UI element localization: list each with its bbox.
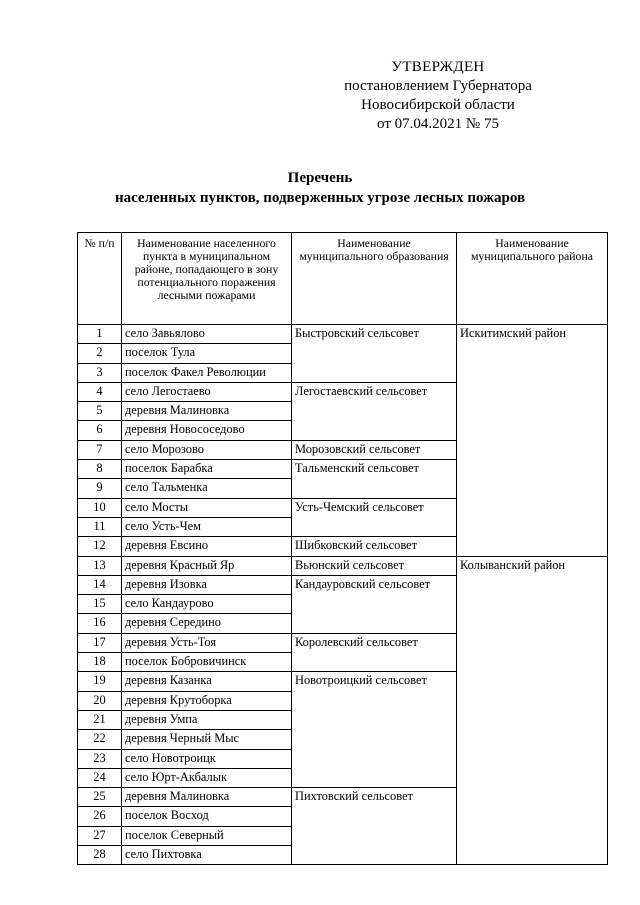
settlements-table [77,232,608,865]
row-num: 26 [78,807,122,826]
row-num: 23 [78,749,122,768]
row-num: 3 [78,363,122,382]
row-num: 8 [78,460,122,479]
row-num: 15 [78,595,122,614]
settlement-name: поселок Восход [122,807,292,826]
settlement-name: деревня Крутоборка [122,691,292,710]
settlement-name: село Кандаурово [122,595,292,614]
municipality-name: Тальменский сельсовет [292,460,457,499]
settlement-name: село Легостаево [122,382,292,401]
settlement-name: деревня Новососедово [122,421,292,440]
municipality-name: Усть-Чемский сельсовет [292,498,457,537]
table-row [78,556,608,575]
municipality-name: Легостаевский сельсовет [292,382,457,440]
row-num: 18 [78,653,122,672]
approval-stamp [328,58,548,134]
settlement-name: деревня Черный Мыс [122,730,292,749]
row-num: 12 [78,537,122,556]
row-num: 20 [78,691,122,710]
header-settlement: Наименование населенного пункта в муниципальном районе, попадающего в зону потенциального поражения лесными пожарами [122,233,292,325]
settlement-name: деревня Середино [122,614,292,633]
settlement-name: деревня Усть-Тоя [122,633,292,652]
row-num: 16 [78,614,122,633]
settlement-name: поселок Факел Революции [122,363,292,382]
municipality-name: Новотроицкий сельсовет [292,672,457,788]
row-num: 21 [78,710,122,729]
document-title [60,168,580,208]
settlement-name: поселок Северный [122,826,292,845]
row-num: 22 [78,730,122,749]
district-name: Искитимский район [457,325,608,557]
row-num: 24 [78,768,122,787]
settlement-name: село Завьялово [122,325,292,344]
settlement-name: село Морозово [122,440,292,459]
row-num: 10 [78,498,122,517]
approval-line-3: от 07.04.2021 № 75 [377,116,499,132]
settlement-name: деревня Евсино [122,537,292,556]
settlement-name: село Мосты [122,498,292,517]
row-num: 13 [78,556,122,575]
district-name: Колыванский район [457,556,608,865]
settlement-name: деревня Красный Яр [122,556,292,575]
row-num: 2 [78,344,122,363]
table-header-row [78,233,608,325]
row-num: 5 [78,402,122,421]
settlement-name: село Усть-Чем [122,517,292,536]
settlement-name: поселок Бобровичинск [122,653,292,672]
row-num: 27 [78,826,122,845]
table-row [78,325,608,344]
settlement-name: село Пихтовка [122,846,292,865]
row-num: 14 [78,575,122,594]
municipality-name: Морозовский сельсовет [292,440,457,459]
header-num: № п/п [78,233,122,325]
approval-line-1: постановлением Губернатора [344,78,532,94]
municipality-name: Шибковский сельсовет [292,537,457,556]
row-num: 7 [78,440,122,459]
settlement-name: деревня Умпа [122,710,292,729]
row-num: 19 [78,672,122,691]
row-num: 17 [78,633,122,652]
settlement-name: село Тальменка [122,479,292,498]
document-title-line-1: Перечень [287,170,353,186]
header-district: Наименование муниципального района [457,233,608,325]
municipality-name: Быстровский сельсовет [292,325,457,383]
row-num: 25 [78,788,122,807]
settlement-name: деревня Малиновка [122,788,292,807]
settlement-name: село Юрт-Акбалык [122,768,292,787]
document-title-line-2: населенных пунктов, подверженных угрозе лесных пожаров [114,190,526,206]
settlement-name: деревня Малиновка [122,402,292,421]
approval-title: УТВЕРЖДЕН [391,59,485,75]
approval-line-2: Новосибирской области [361,97,515,113]
municipality-name: Пихтовский сельсовет [292,788,457,865]
row-num: 4 [78,382,122,401]
row-num: 9 [78,479,122,498]
header-municipality: Наименование муниципального образования [292,233,457,325]
settlement-name: деревня Изовка [122,575,292,594]
row-num: 1 [78,325,122,344]
settlement-name: село Новотроицк [122,749,292,768]
municipality-name: Королевский сельсовет [292,633,457,672]
municipality-name: Кандауровский сельсовет [292,575,457,633]
settlement-name: деревня Казанка [122,672,292,691]
row-num: 28 [78,846,122,865]
settlement-name: поселок Тула [122,344,292,363]
row-num: 6 [78,421,122,440]
row-num: 11 [78,517,122,536]
municipality-name: Вьюнский сельсовет [292,556,457,575]
settlement-name: поселок Барабка [122,460,292,479]
